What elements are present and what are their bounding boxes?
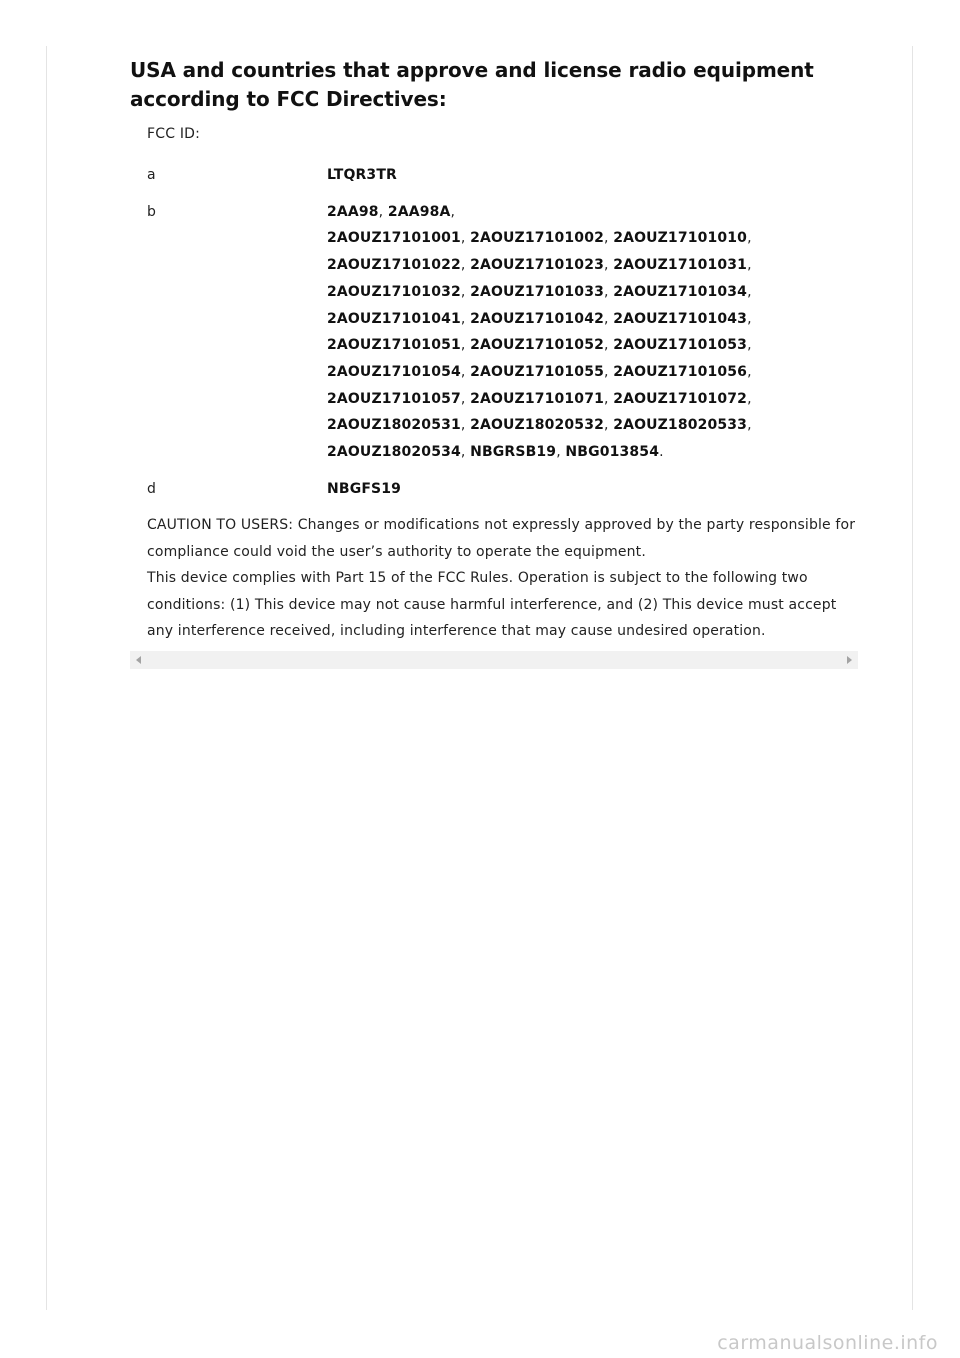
fcc-id-code: 2AOUZ17101053 <box>613 337 748 354</box>
fcc-id-code: 2AOUZ17101001 <box>327 230 461 247</box>
row-letter: d <box>147 480 156 497</box>
section-heading: USA and countries that approve and license radio equipment according to FCC Directives: <box>130 58 814 111</box>
fcc-id-code: 2AOUZ17101041 <box>327 310 461 327</box>
fcc-id-code: 2AOUZ18020533 <box>613 417 748 434</box>
fcc-id-values <box>327 162 847 189</box>
fcc-id-row-a <box>147 162 847 189</box>
fcc-id-code: 2AOUZ18020534 <box>327 444 461 461</box>
fcc-id-code: 2AOUZ17101022 <box>327 257 461 274</box>
fcc-id-values: 2AA98, 2AA98A, 2AOUZ17101001, 2AOUZ17101002, 2AOUZ17101010, 2AOUZ17101022, 2AOUZ17101023, 2AOUZ17101031, 2AOUZ17101032, 2AOUZ17101033, 2AOUZ17101034, 2AOUZ17101041, 2AOUZ17101042, 2AOUZ17101043, 2AOUZ17101051, 2AOUZ17101052, 2AOUZ17101053, 2AOUZ17101054, 2AOUZ17101055, 2AOUZ17101056, 2AOUZ17101057, 2AOUZ17101071, 2AOUZ17101072, 2AOUZ18020531, 2AOUZ18020532, 2AOUZ18020533, 2AOUZ18020534, NBGRSB19, NBG013854. <box>327 203 752 461</box>
fcc-id-code: 2AOUZ17101010 <box>613 230 748 247</box>
fcc-id-code: 2AOUZ17101056 <box>613 363 748 380</box>
fcc-id-code: 2AOUZ18020532 <box>470 417 604 434</box>
fcc-id-code: NBGRSB19 <box>470 444 557 461</box>
fcc-id-code: 2AOUZ17101071 <box>470 390 604 407</box>
fcc-id-code: 2AOUZ17101055 <box>470 363 604 380</box>
fcc-id-code: 2AOUZ17101057 <box>327 390 461 407</box>
fcc-id-values <box>327 476 847 503</box>
fcc-id-row-b <box>147 199 847 466</box>
fcc-id-code: 2AOUZ17101002 <box>470 230 604 247</box>
fcc-id-code: 2AA98 <box>327 203 379 220</box>
fcc-id-code: 2AOUZ17101072 <box>613 390 748 407</box>
fcc-id-code: NBGFS19 <box>327 480 402 497</box>
fcc-id-code: 2AA98A <box>387 203 451 220</box>
fcc-id-code: 2AOUZ17101032 <box>327 283 461 300</box>
caution-paragraph: CAUTION TO USERS: Changes or modifications not expressly approved by the party responsible for compliance could void the user’s authority to operate the equipment. <box>147 517 856 560</box>
row-letter: b <box>147 203 156 220</box>
fcc-id-code: 2AOUZ17101031 <box>613 257 748 274</box>
document-content <box>130 56 860 644</box>
compliance-paragraph: This device complies with Part 15 of the FCC Rules. Operation is subject to the following two conditions: (1) This device may not cause harmful interference, and (2) This device must accept any interference received, including interference that may cause undesired operation. <box>147 570 837 640</box>
fcc-id-label: FCC ID: <box>147 126 201 142</box>
fcc-id-code: 2AOUZ17101054 <box>327 363 461 380</box>
fcc-id-code: 2AOUZ18020531 <box>327 417 461 434</box>
right-page-rule <box>912 46 913 1310</box>
fcc-id-code: 2AOUZ17101043 <box>613 310 748 327</box>
fcc-id-code: 2AOUZ17101023 <box>470 257 604 274</box>
fcc-id-row-d <box>147 476 847 503</box>
left-page-rule <box>46 46 47 1310</box>
fcc-id-table <box>147 162 847 502</box>
watermark: carmanualsonline.info <box>717 1332 938 1354</box>
fcc-id-code: NBG013854 <box>565 444 660 461</box>
scroll-right-arrow-icon[interactable] <box>847 656 852 664</box>
row-letter: a <box>147 167 156 183</box>
fcc-id-code: 2AOUZ17101034 <box>613 283 748 300</box>
fcc-id-code: 2AOUZ17101033 <box>470 283 604 300</box>
fcc-id-code: 2AOUZ17101042 <box>470 310 604 327</box>
scroll-left-arrow-icon[interactable] <box>136 656 141 664</box>
horizontal-scrollbar[interactable] <box>130 651 858 669</box>
fcc-id-code: 2AOUZ17101051 <box>327 337 461 354</box>
fcc-id-code: LTQR3TR <box>327 167 397 183</box>
fcc-id-code: 2AOUZ17101052 <box>470 337 604 354</box>
caution-notice <box>147 512 867 644</box>
